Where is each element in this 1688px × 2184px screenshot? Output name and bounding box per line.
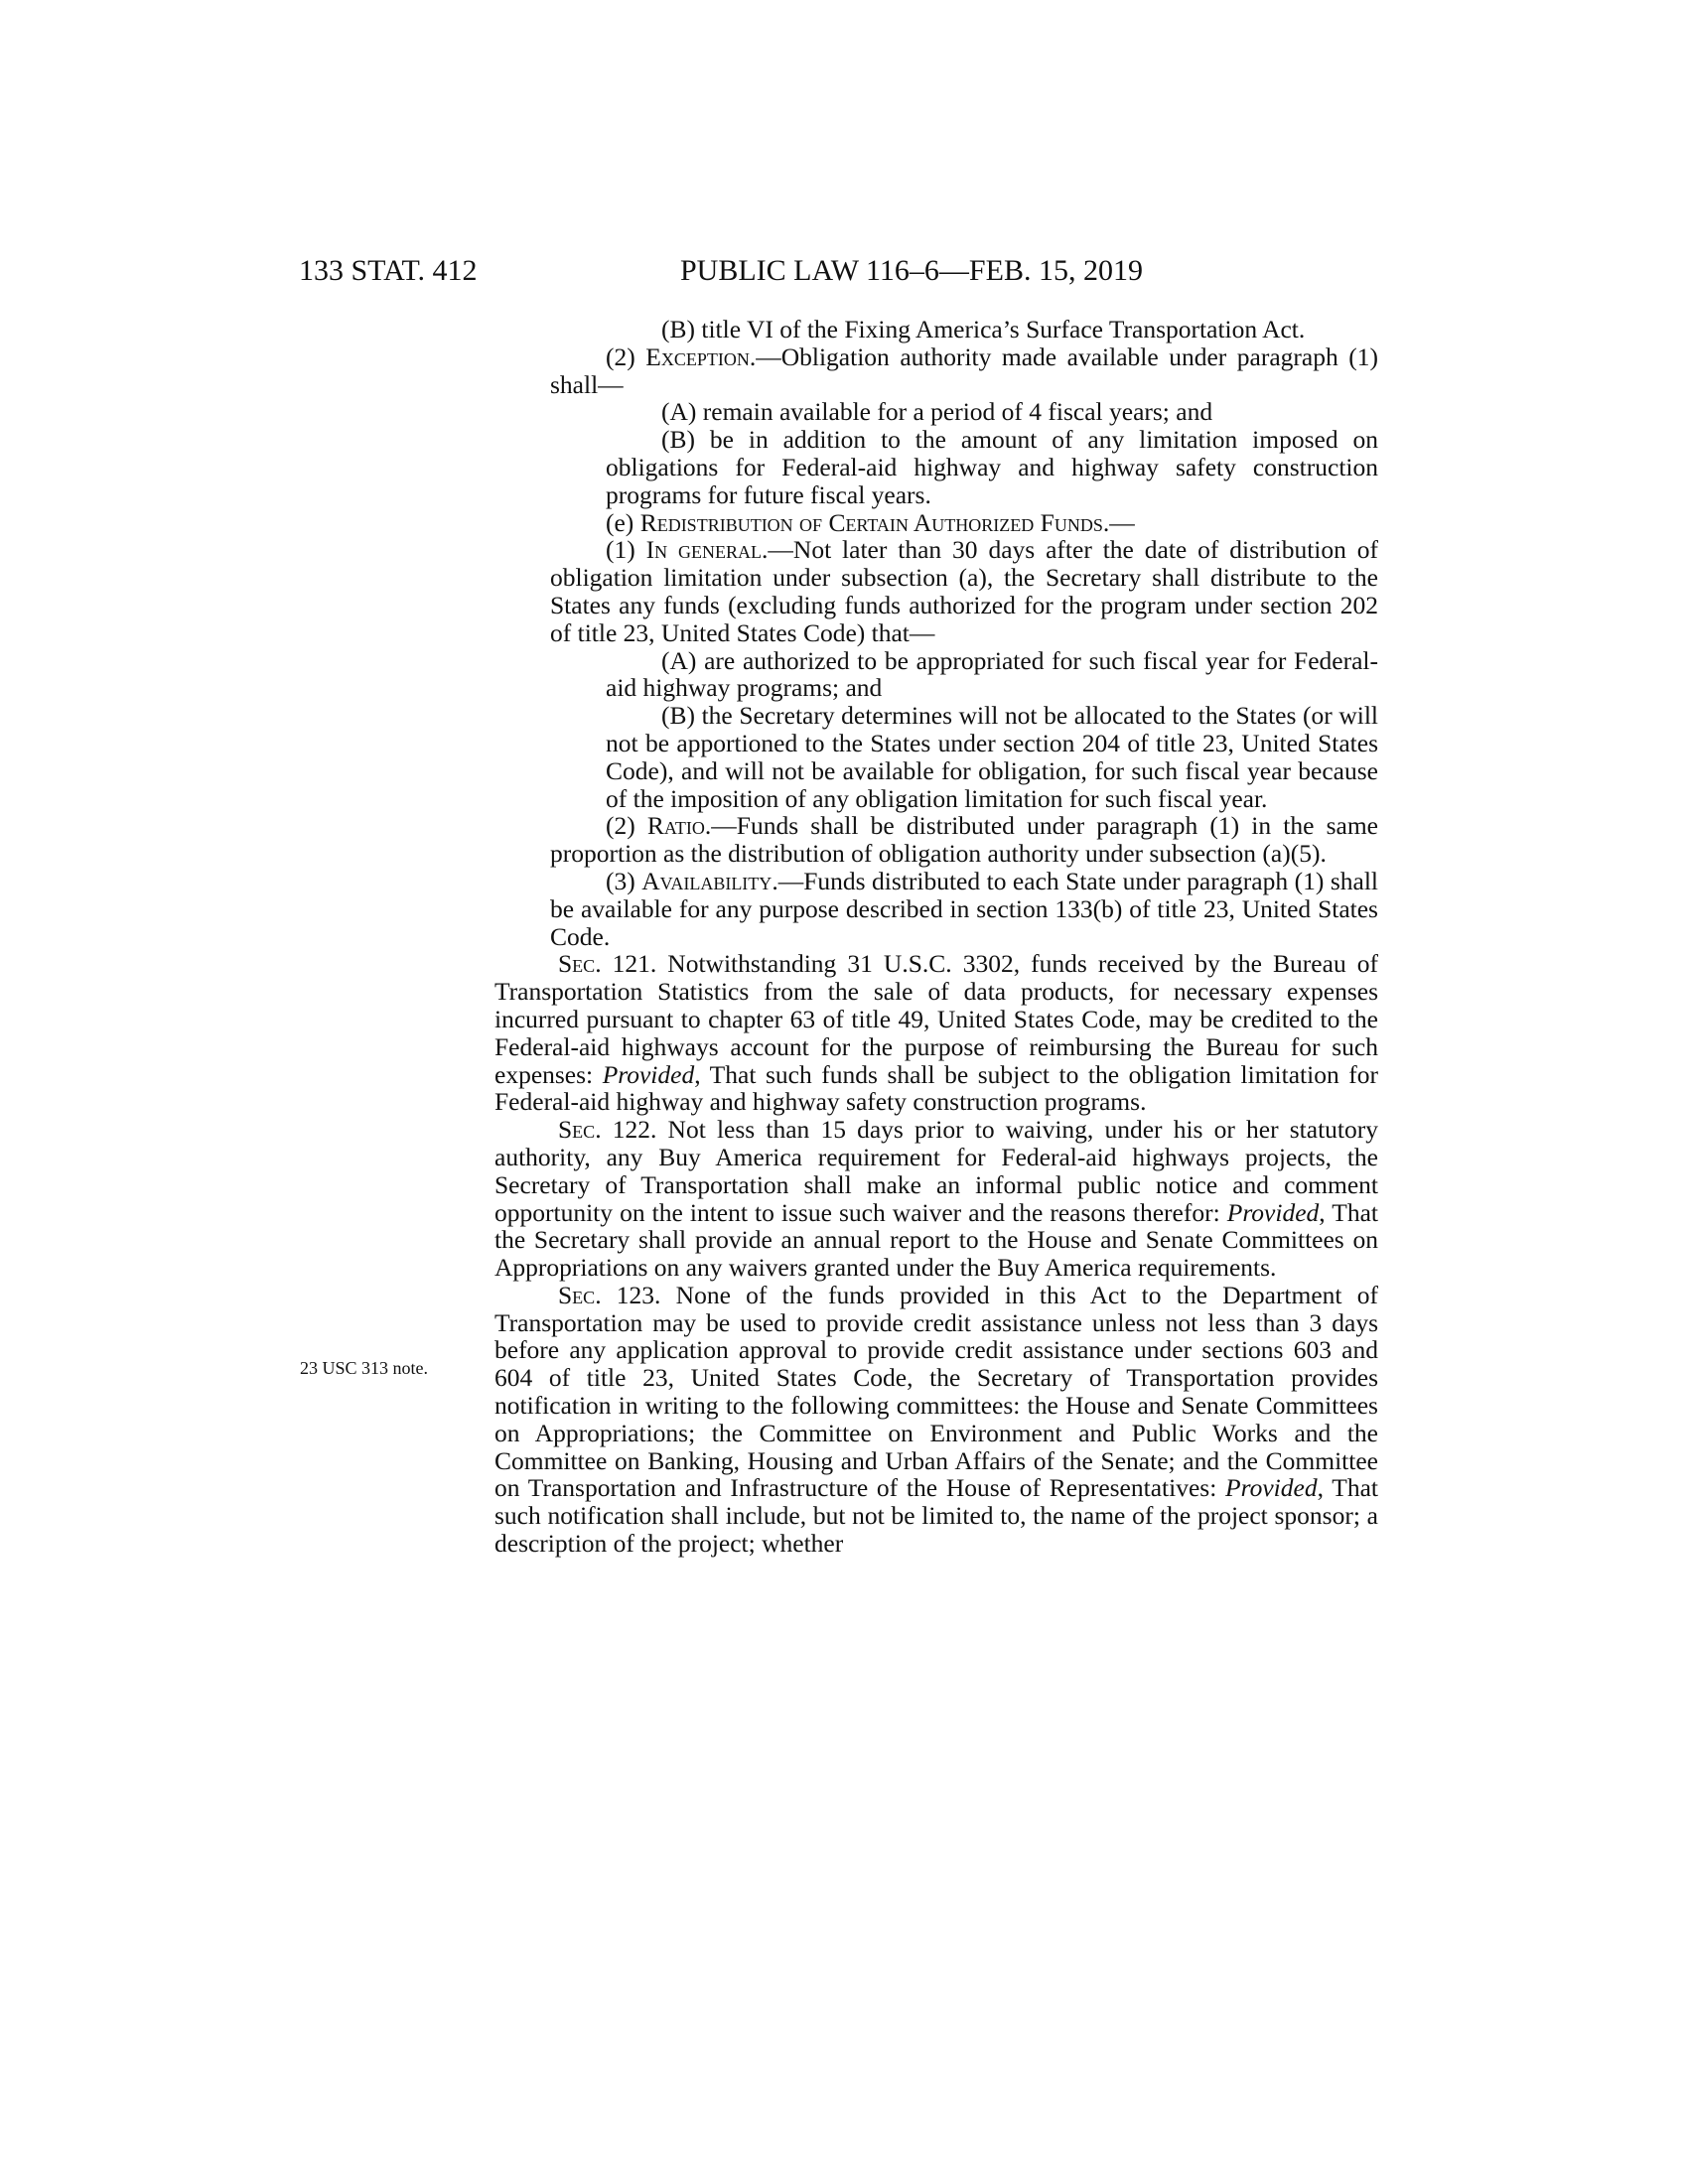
section-label: Sec bbox=[558, 949, 596, 979]
section-123 bbox=[494, 1282, 1378, 1558]
subsection-heading: Redistribution of Certain Authorized Funds bbox=[639, 507, 1103, 537]
section-121 bbox=[494, 950, 1378, 1116]
paragraph-2a: (A) remain available for a period of 4 fiscal years; and bbox=[661, 397, 1213, 427]
document-body bbox=[494, 316, 1378, 1558]
paragraph-2b: (B) be in addition to the amount of any limitation imposed on obligations for Federal-aid highway and highway safety construction programs for future fiscal years. bbox=[606, 425, 1378, 509]
page-header bbox=[0, 254, 1688, 294]
paragraph-e3 bbox=[494, 868, 1378, 950]
subsection-e bbox=[494, 509, 1378, 537]
section-text-tail: , That such notification shall include, but not be limited to, the name of the project sponsor; a description of the project; whether bbox=[494, 1473, 1378, 1559]
proviso: Provided bbox=[1226, 1197, 1320, 1227]
paragraph-heading: In general bbox=[645, 535, 763, 565]
margin-note: 23 USC 313 note. bbox=[300, 1358, 429, 1378]
paragraph-text: .—Funds distributed to each State under paragraph (1) shall be available for any purpose described in section 133(b) of title 23, United States Code. bbox=[550, 866, 1378, 951]
paragraph-heading: Availability bbox=[641, 866, 773, 895]
section-text: . 121. Notwithstanding 31 U.S.C. 3302, funds received by the Bureau of Transportation Statistics from the sale of data products, for necessary expenses incurred pursuant to chapter 63 of title 49, United States Code, may be credited to the Federal-aid highways account for the purpose of reimbursing the Bureau for such expenses: bbox=[494, 949, 1378, 1089]
paragraph-heading: Exception bbox=[645, 341, 750, 371]
section-text-tail: , That such funds shall be subject to the obligation limitation for Federal-aid highway and highway safety construction programs. bbox=[494, 1059, 1378, 1117]
paragraph-e1 bbox=[494, 536, 1378, 646]
paragraph-text: .—Funds shall be distributed under paragraph (1) in the same proportion as the distribution of obligation authority under subsection (a)(5). bbox=[550, 811, 1379, 869]
paragraph-text: .—Not later than 30 days after the date of distribution of obligation limitation under subsection (a), the Secretary shall distribute to the States any funds (excluding funds authorized for the program under section 202 of title 23, United States Code) that— bbox=[550, 535, 1379, 647]
paragraph-number: (1) bbox=[606, 535, 646, 565]
paragraph-text: .—Obligation authority made available under paragraph (1) shall— bbox=[550, 341, 1378, 399]
paragraph-heading: Ratio bbox=[646, 811, 705, 841]
section-label: Sec bbox=[558, 1115, 596, 1145]
statute-page-number: 133 STAT. 412 bbox=[299, 254, 478, 287]
section-122 bbox=[494, 1116, 1378, 1282]
public-law-citation: PUBLIC LAW 116–6—FEB. 15, 2019 bbox=[680, 254, 1143, 287]
paragraph-e1b: (B) the Secretary determines will not be allocated to the States (or will not be apportioned to the States under section 204 of title 23, United States Code), and will not be available for obligation, for such fiscal year because of the imposition of any obligation limitation for such fiscal year. bbox=[606, 701, 1378, 813]
section-text: . 122. Not less than 15 days prior to waiving, under his or her statutory authority, any Buy America requirement for Federal-aid highways projects, the Secretary of Transportation shall make an informal public notice and comment opportunity on the intent to issue such waiver and the reasons therefor: bbox=[494, 1115, 1378, 1227]
proviso: Provided bbox=[1225, 1473, 1318, 1503]
paragraph-2-exception bbox=[494, 343, 1378, 399]
paragraph-number: (2) bbox=[606, 811, 647, 841]
paragraph-e2 bbox=[494, 812, 1378, 868]
subsection-dash: .— bbox=[1102, 507, 1135, 537]
section-text: . 123. None of the funds provided in this Act to the Department of Transportation may be used to provide credit assistance unless not less than 3 days before any application approval to provide credit assistance under sections 603 and 604 of title 23, United States Code, the Secretary of Transportation provides notification in writing to the following committees: the House and Senate Committees on Appropriations; the Committee on Environment and Public Works and the Committee on Banking, Housing and Urban Affairs of the Senate; and the Committee on Transportation and Infrastructure of the House of Representatives: bbox=[494, 1280, 1378, 1503]
paragraph-number: (2) bbox=[606, 341, 646, 371]
paragraph-number: (3) bbox=[606, 866, 642, 895]
proviso: Provided bbox=[602, 1059, 695, 1089]
section-text-tail: , That the Secretary shall provide an annual report to the House and Senate Committees on Appropriations on any waivers granted under the Buy America requirements. bbox=[494, 1197, 1378, 1283]
paragraph-b-title: (B) title VI of the Fixing America’s Surface Transportation Act. bbox=[661, 315, 1306, 343]
paragraph-e1a: (A) are authorized to be appropriated for such fiscal year for Federal-aid highway programs; and bbox=[606, 645, 1378, 703]
section-label: Sec bbox=[558, 1280, 596, 1309]
subsection-number: (e) bbox=[606, 507, 640, 537]
